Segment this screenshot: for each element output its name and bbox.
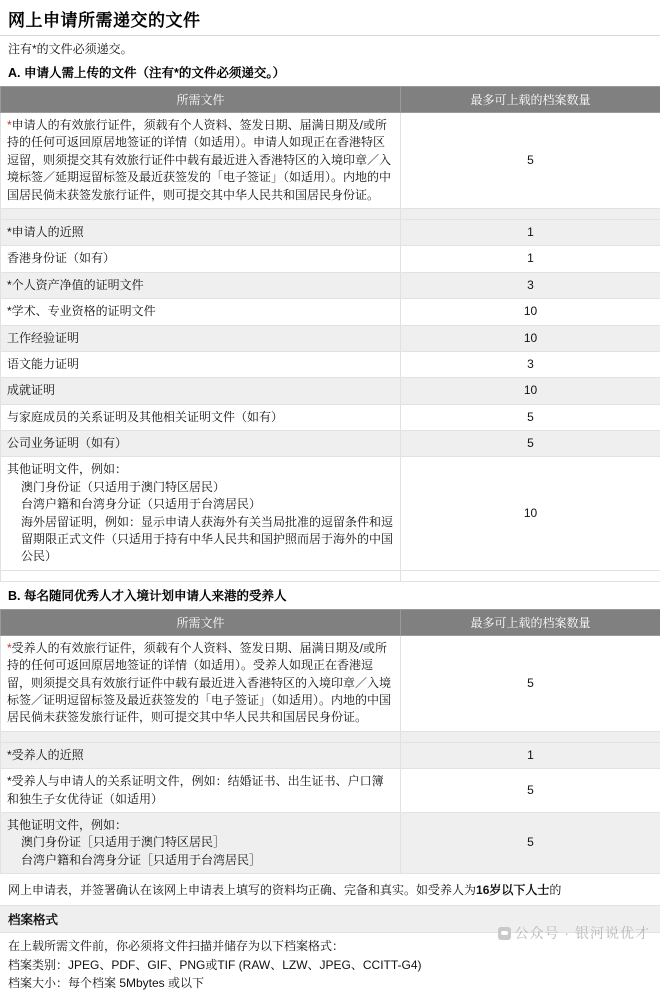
- table-row: [1, 812, 660, 873]
- document-cell: *受养人与申请人的关系证明文件，例如：结婚证书、出生证书、户口簿和独生子女优待证（如适用）: [1, 769, 401, 813]
- document-cell: [1, 457, 401, 570]
- file-format-line-1: 在上载所需文件前，你必须将文件扫描并储存为以下档案格式：: [8, 937, 652, 956]
- spacer-cell-right: [401, 208, 660, 219]
- document-text: 受养人的有效旅行证件，须载有个人资料、签发日期、届满日期及/或所持的任何可返回原居地签证的详情（如适用）。受养人如现正在香港逗留，则须提交具有效旅行证件中载有最近进入香港特区的入境印章／入境标签／证明逗留标签及最近获签发的「电子签证」（如适用）。内地的中国居民倘未获签发旅行证件，则可提交其中华人民共和国居民身份证。: [7, 641, 391, 725]
- document-cell: [1, 812, 401, 873]
- quantity-cell: 10: [401, 299, 660, 325]
- page-title: 网上申请所需递交的文件: [0, 0, 660, 35]
- document-cell: *学术、专业资格的证明文件: [1, 299, 401, 325]
- table-row: [1, 769, 660, 813]
- table-row: [1, 404, 660, 430]
- table-header-row: [1, 87, 660, 113]
- section-b-heading: B. 每名随同优秀人才入境计划申请人来港的受养人: [0, 582, 660, 609]
- spacer-cell-right: [401, 731, 660, 742]
- quantity-cell: 1: [401, 219, 660, 245]
- quantity-cell: 1: [401, 246, 660, 272]
- table-row: [1, 635, 660, 731]
- quantity-cell: 5: [401, 812, 660, 873]
- table-row: [1, 325, 660, 351]
- table-row: [1, 378, 660, 404]
- table-row: [1, 431, 660, 457]
- quantity-cell: 5: [401, 635, 660, 731]
- table-row: [1, 299, 660, 325]
- section-a-heading: A. 申请人需上传的文件（注有*的文件必须递交。）: [0, 59, 660, 86]
- quantity-cell: 1: [401, 742, 660, 768]
- footer-text-bold: 16岁以下人士: [476, 883, 549, 897]
- file-format-heading: 档案格式: [0, 905, 660, 933]
- table-row: [1, 457, 660, 570]
- document-text: 其他证明文件，例如：: [7, 462, 127, 476]
- column-header-document: 所需文件: [1, 87, 401, 113]
- document-cell: 语文能力证明: [1, 351, 401, 377]
- quantity-cell: 3: [401, 351, 660, 377]
- document-cell: *个人资产净值的证明文件: [1, 272, 401, 298]
- table-row: [1, 351, 660, 377]
- document-cell: *申请人的有效旅行证件，须载有个人资料、签发日期、届满日期及/或所持的任何可返回原居地签证的详情（如适用）。申请人如现正在香港特区逗留，则须提交其有效旅行证件中载有最近进入香港特区的入境印章／入境标签／延期逗留标签及最近获签发的「电子签证」（如适用）。内地的中国居民倘未获签发旅行证件，则可提交其中华人民共和国居民身份证。: [1, 113, 401, 209]
- document-text: 申请人的有效旅行证件，须载有个人资料、签发日期、届满日期及/或所持的任何可返回原居地签证的详情（如适用）。申请人如现正在香港特区逗留，则须提交其有效旅行证件中载有最近进入香港特区的入境印章／入境标签／延期逗留标签及最近获签发的「电子签证」（如适用）。内地的中国居民倘未获签发旅行证件，则可提交其中华人民共和国居民身份证。: [7, 118, 391, 202]
- table-header-row: [1, 609, 660, 635]
- column-header-quantity: 最多可上载的档案数量: [401, 609, 660, 635]
- quantity-cell: 10: [401, 325, 660, 351]
- watermark-icon: [498, 927, 511, 940]
- document-cell: *受养人的有效旅行证件，须载有个人资料、签发日期、届满日期及/或所持的任何可返回原居地签证的详情（如适用）。受养人如现正在香港逗留，则须提交具有效旅行证件中载有最近进入香港特区的入境印章／入境标签／证明逗留标签及最近获签发的「电子签证」（如适用）。内地的中国居民倘未获签发旅行证件，则可提交其中华人民共和国居民身份证。: [1, 635, 401, 731]
- quantity-cell: 5: [401, 404, 660, 430]
- spacer-cell-left: [1, 208, 401, 219]
- footer-note: [0, 874, 660, 905]
- table-row: [1, 113, 660, 209]
- quantity-cell: 10: [401, 378, 660, 404]
- footer-text-1: 网上申请表，并签署确认在该网上申请表上填写的资料均正确、完备和真实。如受养人为: [8, 883, 476, 897]
- document-subitem: 海外居留证明，例如：显示申请人获海外有关当局批准的逗留条件和逗留期限正式文件（只适用于持有中华人民共和国护照而居于海外的中国公民）: [7, 514, 394, 566]
- quantity-cell: 10: [401, 457, 660, 570]
- quantity-cell: 3: [401, 272, 660, 298]
- quantity-cell: 5: [401, 431, 660, 457]
- document-subitem: 台湾户籍和台湾身分证［只适用于台湾居民］: [7, 852, 394, 869]
- footer-text-2: 的: [549, 883, 561, 897]
- file-format-line-2: 档案类别：JPEG、PDF、GIF、PNG或TIF (RAW、LZW、JPEG、CCITT-G4): [8, 956, 652, 975]
- spacer-cell-right: [401, 570, 660, 581]
- document-cell: *申请人的近照: [1, 219, 401, 245]
- quantity-cell: 5: [401, 769, 660, 813]
- table-row: [1, 246, 660, 272]
- spacer-cell-left: [1, 731, 401, 742]
- table-row: [1, 219, 660, 245]
- document-cell: 与家庭成员的关系证明及其他相关证明文件（如有）: [1, 404, 401, 430]
- table-spacer-row: [1, 208, 660, 219]
- file-format-line-3: 档案大小：每个档案 5Mbytes 或以下: [8, 974, 652, 993]
- table-spacer-row: [1, 570, 660, 581]
- column-header-quantity: 最多可上载的档案数量: [401, 87, 660, 113]
- spacer-cell-left: [1, 570, 401, 581]
- section-b-table: [0, 609, 660, 874]
- document-cell: 香港身份证（如有）: [1, 246, 401, 272]
- table-row: [1, 742, 660, 768]
- quantity-cell: 5: [401, 113, 660, 209]
- document-subitem: 澳门身份证［只适用于澳门特区居民］: [7, 834, 394, 851]
- watermark-text: 公众号 · 银河说优才: [515, 925, 650, 941]
- required-note: 注有*的文件必须递交。: [0, 36, 660, 59]
- document-text: 其他证明文件，例如：: [7, 818, 127, 832]
- table-spacer-row: [1, 731, 660, 742]
- watermark: [498, 923, 650, 943]
- table-row: [1, 272, 660, 298]
- document-cell: 工作经验证明: [1, 325, 401, 351]
- document-cell: *受养人的近照: [1, 742, 401, 768]
- section-a-table: [0, 86, 660, 582]
- document-cell: 公司业务证明（如有）: [1, 431, 401, 457]
- document-subitem: 澳门身份证（只适用于澳门特区居民）: [7, 479, 394, 496]
- document-subitem: 台湾户籍和台湾身分证（只适用于台湾居民）: [7, 496, 394, 513]
- document-cell: 成就证明: [1, 378, 401, 404]
- column-header-document: 所需文件: [1, 609, 401, 635]
